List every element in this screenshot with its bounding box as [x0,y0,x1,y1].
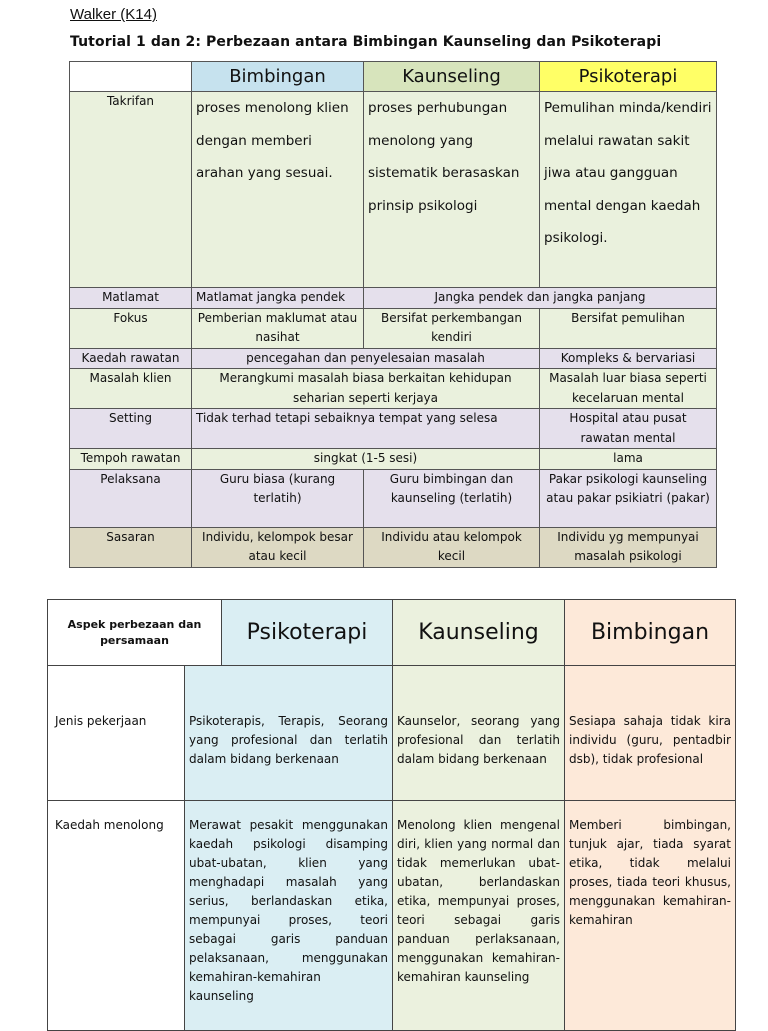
t1-header-psikoterapi: Psikoterapi [540,62,717,92]
row-label-masalah-klien: Masalah klien [70,369,192,409]
t1-header-kaunseling: Kaunseling [364,62,540,92]
sasaran-kaunseling: Individu atau kelompok kecil [364,527,540,567]
pelaksana-psikoterapi: Pakar psikologi kaunseling atau pakar psikiatri (pakar) [540,469,717,527]
setting-merged: Tidak terhad tetapi sebaiknya tempat yang selesa [192,409,540,449]
fokus-bimbingan: Pemberian maklumat atau nasihat [192,308,364,348]
tempoh-rawatan-psikoterapi: lama [540,449,717,470]
row-label-kaedah-rawatan: Kaedah rawatan [70,348,192,369]
kaedah-bimbingan: Memberi bimbingan, tunjuk ajar, tiada syarat etika, tidak melalui proses, tiada teori khusus, menggunakan kemahiran-kemahiran [565,801,736,1031]
row-label-takrifan: Takrifan [70,92,192,288]
matlamat-bimbingan: Matlamat jangka pendek [192,288,364,309]
comparison-table-2 [47,599,736,1031]
pelaksana-bimbingan: Guru biasa (kurang terlatih) [192,469,364,527]
sasaran-bimbingan: Individu, kelompok besar atau kecil [192,527,364,567]
t2-header-psikoterapi: Psikoterapi [222,600,393,666]
takrifan-psikoterapi: Pemulihan minda/kendiri melalui rawatan sakit jiwa atau gangguan mental dengan kaedah psikologi. [540,92,717,288]
row-label-tempoh-rawatan: Tempoh rawatan [70,449,192,470]
sasaran-psikoterapi: Individu yg mempunyai masalah psikologi [540,527,717,567]
row-label-pelaksana: Pelaksana [70,469,192,527]
row-label-setting: Setting [70,409,192,449]
row-label-kaedah-menolong: Kaedah menolong [48,801,185,1031]
pelaksana-kaunseling: Guru bimbingan dan kaunseling (terlatih) [364,469,540,527]
fokus-kaunseling: Bersifat perkembangan kendiri [364,308,540,348]
takrifan-bimbingan: proses menolong klien dengan memberi arahan yang sesuai. [192,92,364,288]
fokus-psikoterapi: Bersifat pemulihan [540,308,717,348]
t2-header-bimbingan: Bimbingan [565,600,736,666]
t1-header-empty [70,62,192,92]
masalah-klien-psikoterapi: Masalah luar biasa seperti kecelaruan mental [540,369,717,409]
t1-header-bimbingan: Bimbingan [192,62,364,92]
row-label-fokus: Fokus [70,308,192,348]
kaedah-kaunseling: Menolong klien mengenal diri, klien yang normal dan tidak memerlukan ubat-ubatan, berlandaskan etika, mempunyai proses, teori sebagai garis panduan perlaksanaan, menggunakan kemahiran-kemahiran kaunseling [393,801,565,1031]
t2-header-kaunseling: Kaunseling [393,600,565,666]
kaedah-rawatan-merged: pencegahan dan penyelesaian masalah [192,348,540,369]
setting-psikoterapi: Hospital atau pusat rawatan mental [540,409,717,449]
jenis-psikoterapi: Psikoterapis, Terapis, Seorang yang profesional dan terlatih dalam bidang berkenaan [185,666,393,801]
masalah-klien-merged: Merangkumi masalah biasa berkaitan kehidupan seharian seperti kerjaya [192,369,540,409]
comparison-table-1 [69,61,717,568]
t2-header-aspek: Aspek perbezaan dan persamaan [48,600,222,666]
jenis-bimbingan: Sesiapa sahaja tidak kira individu (guru, pentadbir dsb), tidak profesional [565,666,736,801]
kaedah-rawatan-psikoterapi: Kompleks & bervariasi [540,348,717,369]
document-title: Tutorial 1 dan 2: Perbezaan antara Bimbingan Kaunseling dan Psikoterapi [70,34,662,50]
document-author: Walker (K14) [70,6,157,23]
matlamat-merged: Jangka pendek dan jangka panjang [364,288,717,309]
row-label-matlamat: Matlamat [70,288,192,309]
kaedah-psikoterapi: Merawat pesakit menggunakan kaedah psikologi disamping ubat-ubatan, klien yang menghadapi masalah yang serius, berlandaskan etika, mempunyai proses, teori sebagai garis panduan pelaksanaan, menggunakan kemahiran-kemahiran kaunseling [185,801,393,1031]
row-label-sasaran: Sasaran [70,527,192,567]
tempoh-rawatan-merged: singkat (1-5 sesi) [192,449,540,470]
takrifan-kaunseling: proses perhubungan menolong yang sistematik berasaskan prinsip psikologi [364,92,540,288]
row-label-jenis-pekerjaan: Jenis pekerjaan [48,666,185,801]
jenis-kaunseling: Kaunselor, seorang yang profesional dan terlatih dalam bidang berkenaan [393,666,565,801]
